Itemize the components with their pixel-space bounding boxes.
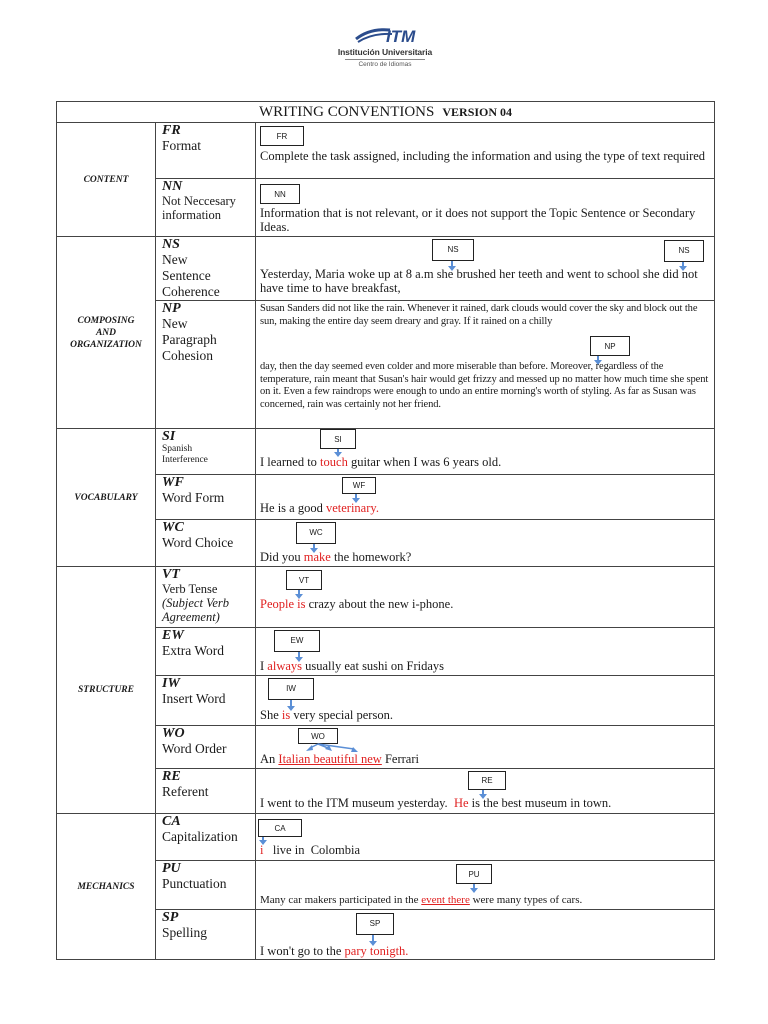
row-ew-code xyxy=(156,628,256,676)
row-np-code xyxy=(156,301,256,429)
row-nn-code xyxy=(156,179,256,237)
row-ns-example xyxy=(256,237,715,301)
version-text: VERSION 04 xyxy=(442,105,513,119)
row-pu-code xyxy=(156,861,256,910)
row-wf-code xyxy=(156,475,256,520)
arrow-re xyxy=(482,790,484,795)
row-iw-example xyxy=(256,676,715,726)
tag-ca: CA xyxy=(258,819,302,837)
tag-ew: EW xyxy=(274,630,320,652)
example-ew: I always usually eat sushi on Fridays xyxy=(260,659,445,673)
code-ns: NS xyxy=(162,237,180,252)
example-ns: Yesterday, Maria woke up at 8 a.m she brushed her teeth and went to school she did not have time to have breakfast, xyxy=(260,267,698,295)
row-si-code xyxy=(156,429,256,475)
error-ew: always xyxy=(267,659,303,673)
code-nn: NN xyxy=(162,179,183,194)
name-np-1: New xyxy=(162,316,188,331)
example-nn: Information that is not relevant, or it does not support the Topic Sentence or Secondary Ideas. xyxy=(260,206,696,234)
logo-institution: Institución Universitaria xyxy=(337,47,433,57)
tag-re: RE xyxy=(468,771,506,790)
name-wo: Word Order xyxy=(162,741,227,756)
code-wf: WF xyxy=(162,475,184,490)
name-fr: Format xyxy=(162,138,201,153)
name-sp: Spelling xyxy=(162,925,208,940)
name-ns-1: New xyxy=(162,252,188,267)
name-iw: Insert Word xyxy=(162,691,226,706)
arrow-wf xyxy=(355,494,357,499)
itm-logo xyxy=(330,24,440,80)
category-mechanics: MECHANICS xyxy=(57,814,156,960)
error-si: touch xyxy=(320,455,348,469)
row-si-example xyxy=(256,429,715,475)
table-title xyxy=(57,102,715,123)
svg-text:ITM: ITM xyxy=(386,27,416,46)
row-re-example xyxy=(256,769,715,814)
error-sp: pary tonigth. xyxy=(344,944,409,958)
tag-ns-2: NS xyxy=(664,240,704,262)
name-ew: Extra Word xyxy=(162,643,225,658)
arrow-vt xyxy=(298,590,300,595)
name-wc: Word Choice xyxy=(162,535,234,550)
code-wc: WC xyxy=(162,520,184,535)
row-sp-example xyxy=(256,910,715,960)
example-ca: i live in Colombia xyxy=(260,843,361,857)
category-structure: STRUCTURE xyxy=(57,567,156,814)
row-ca-code xyxy=(156,814,256,861)
example-np-1: Susan Sanders did not like the rain. Whenever it rained, dark clouds would cover the sky and block out the sun, making the entire day seem dreary and gray. If it rained on a chilly xyxy=(260,303,698,327)
conventions-table xyxy=(56,101,715,960)
example-iw: She is very special person. xyxy=(260,708,393,722)
row-vt-example xyxy=(256,567,715,628)
arrow-iw xyxy=(290,700,292,707)
arrow-si xyxy=(337,449,339,453)
name-ns-3: Coherence xyxy=(162,284,220,299)
arrow-wc xyxy=(313,544,315,549)
itm-logo-mark xyxy=(350,24,420,46)
row-ew-example xyxy=(256,628,715,676)
code-pu: PU xyxy=(162,861,181,876)
error-wc: make xyxy=(303,550,331,564)
tag-iw: IW xyxy=(268,678,314,700)
title-text: WRITING CONVENTIONS xyxy=(258,104,435,120)
code-ca: CA xyxy=(162,814,181,829)
tag-vt: VT xyxy=(286,570,322,590)
name-re: Referent xyxy=(162,784,209,799)
name-ca: Capitalization xyxy=(162,829,238,844)
code-np: NP xyxy=(162,301,181,316)
tag-nn: NN xyxy=(260,184,300,204)
tag-fr: FR xyxy=(260,126,304,146)
row-ca-example xyxy=(256,814,715,861)
tag-wf: WF xyxy=(342,477,376,494)
row-wc-example xyxy=(256,520,715,567)
error-iw: is xyxy=(281,708,291,722)
category-content: CONTENT xyxy=(57,123,156,237)
tag-wc: WC xyxy=(296,522,336,544)
tag-pu: PU xyxy=(456,864,492,884)
error-wo: Italian beautiful new xyxy=(278,752,382,766)
example-wo: An Italian beautiful new Ferrari xyxy=(260,752,419,766)
error-ca: i xyxy=(260,843,264,857)
row-pu-example xyxy=(256,861,715,910)
example-np-2: day, then the day seemed even colder and more miserable than before. Moreover, regardless of the temperature, rain meant that Susan's hair would get frizzy and messed up no matter how much time she spent on it. Even a few raindrops were enough to undo an entire morning's worth of styling. As far as Susan was concerned, rain was certainly not her friend. xyxy=(260,361,709,410)
error-wf: veterinary. xyxy=(325,501,379,515)
code-re: RE xyxy=(162,769,181,784)
code-ew: EW xyxy=(162,628,184,643)
name-np-3: Cohesion xyxy=(162,348,214,363)
example-fr: Complete the task assigned, including the information and using the type of text required xyxy=(260,149,706,163)
arrow-pu xyxy=(473,884,475,889)
arrow-ew xyxy=(298,652,300,658)
error-pu: event there xyxy=(421,894,470,906)
example-wc: Did you make the homework? xyxy=(260,550,412,564)
row-np-example xyxy=(256,301,715,429)
name-si-2: Interference xyxy=(162,455,208,465)
code-fr: FR xyxy=(162,123,181,138)
row-wo-example xyxy=(256,726,715,769)
logo-department: Centro de Idiomas xyxy=(358,61,412,68)
code-vt: VT xyxy=(162,567,180,582)
category-vocabulary: VOCABULARY xyxy=(57,429,156,567)
row-fr-example xyxy=(256,123,715,179)
error-vt: People is xyxy=(260,597,306,611)
name-pu: Punctuation xyxy=(162,876,227,891)
name-nn: Not Neccesary information xyxy=(162,194,236,222)
example-re: I went to the ITM museum yesterday. He is the best museum in town. xyxy=(260,796,612,810)
example-si: I learned to touch guitar when I was 6 years old. xyxy=(260,455,502,469)
name-np-2: Paragraph xyxy=(162,332,217,347)
error-re: He xyxy=(453,796,469,810)
row-wc-code xyxy=(156,520,256,567)
row-re-code xyxy=(156,769,256,814)
code-si: SI xyxy=(162,429,176,444)
code-wo: WO xyxy=(162,726,185,741)
name-vt: Verb Tense xyxy=(162,582,218,596)
tag-ns-1: NS xyxy=(432,239,474,261)
category-composing-line1: COMPOSING xyxy=(77,315,135,326)
example-vt: People is crazy about the new i-phone. xyxy=(260,597,454,611)
example-wf: He is a good veterinary. xyxy=(260,501,379,515)
logo-divider xyxy=(345,59,425,60)
row-fr-code xyxy=(156,123,256,179)
example-sp: I won't go to the pary tonigth. xyxy=(260,944,409,958)
row-nn-example xyxy=(256,179,715,237)
tag-si: SI xyxy=(320,429,356,449)
row-wo-code xyxy=(156,726,256,769)
category-composing-line3: ORGANIZATION xyxy=(70,339,142,350)
code-sp: SP xyxy=(162,910,179,925)
code-iw: IW xyxy=(162,676,180,691)
row-sp-code xyxy=(156,910,256,960)
tag-wo: WO xyxy=(298,728,338,744)
row-vt-code xyxy=(156,567,256,628)
note-vt: (Subject Verb Agreement) xyxy=(162,596,229,624)
tag-np: NP xyxy=(590,336,630,356)
tag-sp: SP xyxy=(356,913,394,935)
arrow-ca xyxy=(262,837,264,841)
row-wf-example xyxy=(256,475,715,520)
name-wf: Word Form xyxy=(162,490,225,505)
row-iw-code xyxy=(156,676,256,726)
example-pu: Many car makers participated in the event there were many types of cars. xyxy=(260,894,583,906)
row-ns-code xyxy=(156,237,256,301)
name-ns-2: Sentence xyxy=(162,268,211,283)
arrow-sp xyxy=(372,935,374,942)
name-si-1: Spanish xyxy=(162,444,193,454)
category-composing xyxy=(57,237,156,429)
category-composing-line2: AND xyxy=(95,327,117,338)
